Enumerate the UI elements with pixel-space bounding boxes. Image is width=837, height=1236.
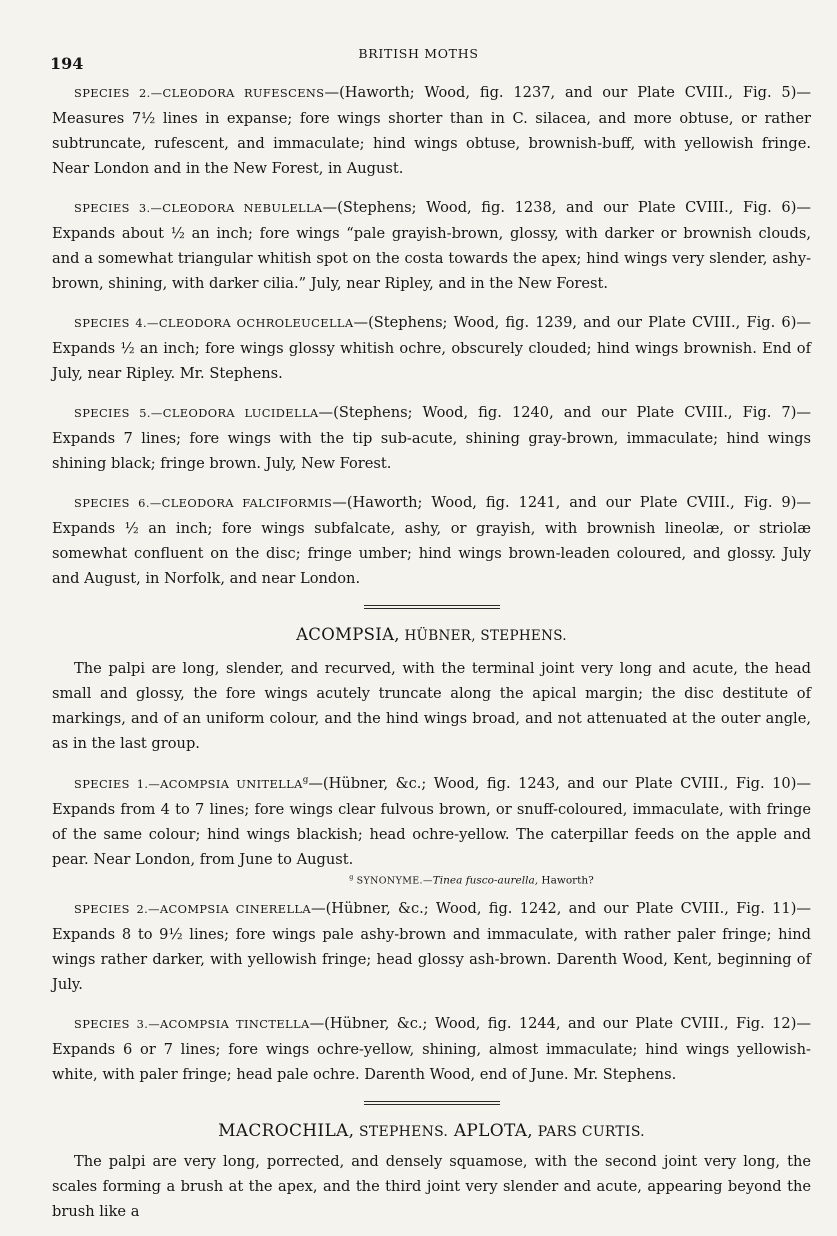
species-description: —(Hübner, &c.; Wood, fig. 1242, and our Plate CVIII., Fig. 11)—Expands 8 to 9½ lines; fore wings pale ashy-brown and immaculate, with rather paler fringe; hind wings rather darker, with yellowish fringe; head glossy ash-brown. Darenth Wood, Kent, beginning of July. [52,900,811,994]
species-description: —(Hübner, &c.; Wood, fig. 1243, and our Plate CVIII., Fig. 10)—Expands from 4 to 7 lines; fore wings clear fulvous brown, or snuff-coloured, immaculate, with fringe of the same colour; hind wings blackish; head ochre-yellow. The caterpillar feeds on the apple and pear. Near London, from June to August. [52,774,811,868]
species-label: SPECIES 3.— [74,201,163,215]
species-description: —(Stephens; Wood, fig. 1238, and our Plate CVIII., Fig. 6)—Expands about ½ an inch; fore wings “pale grayish-brown, glossy, with darker or brownish clouds, and a somewhat triangular whitish spot on the costa towards the apex; hind wings very slender, ashy-brown, shining, with darker cilia.” July, near Ripley, and in the New Forest. [52,199,811,292]
species-entry [52,768,811,872]
genus-description: The palpi are very long, porrected, and densely squamose, with the second joint very long, the scales forming a brush at the apex, and the third joint very slender and acute, appearing beyond the brush like a [52,1153,811,1221]
species-name: ACOMPSIA UNITELLA [160,776,303,791]
species-name: CLEODORA RUFESCENS [162,86,325,100]
species-entry [52,310,811,386]
page-header [0,42,837,72]
species-entry [52,195,811,296]
footnote-marker: g [302,775,309,785]
synonym-authority: Haworth? [538,874,594,887]
species-entry [52,400,811,476]
species-label: SPECIES 5.— [74,406,163,420]
species-name: ACOMPSIA TINCTELLA [160,1017,310,1032]
running-head: BRITISH MOTHS [358,46,479,61]
species-name: CLEODORA LUCIDELLA [162,406,319,420]
species-label: SPECIES 2.— [74,86,163,100]
species-name: CLEODORA NEBULELLA [162,201,323,215]
species-entry [52,896,811,997]
genus-authority: STEPHENS. [354,1124,449,1141]
species-description: —(Haworth; Wood, fig. 1241, and our Plate CVIII., Fig. 9)—Expands ½ an inch; fore wings subfalcate, ashy, or grayish, with brownish lineolæ, or striolæ somewhat confluent on the disc; fringe umber; hind wings brown-leaden coloured, and glossy. July and August, in Norfolk, and near London. [52,494,811,587]
species-entry [52,80,811,181]
alt-genus-authority: PARS CURTIS. [533,1124,645,1141]
species-name: ACOMPSIA CINERELLA [159,902,311,917]
synonym-name: Tinea fusco-aurella, [432,874,539,887]
genus-name: ACOMPSIA, [296,625,400,644]
species-entry [52,490,811,591]
genus-heading-macrochila [52,1121,811,1141]
species-description: —(Hübner, &c.; Wood, fig. 1244, and our Plate CVIII., Fig. 12)—Expands 6 or 7 lines; fore wings ochre-yellow, shining, almost immaculate; hind wings yellowish-white, with paler fringe; head pale ochre. Darenth Wood, end of June. Mr. Stephens. [52,1015,811,1084]
genus-description: The palpi are long, slender, and recurved, with the terminal joint very long and acute, the head small and glossy, the fore wings acutely truncate along the apical margin; the disc destitute of markings, and of an uniform colour, and the hind wings broad, and not attenuated at the outer angle, as in the last group. [52,660,811,752]
species-description: —(Stephens; Wood, fig. 1240, and our Plate CVIII., Fig. 7)—Expands 7 lines; fore wings with the tip sub-acute, shining gray-brown, immaculate; hind wings shining black; fringe brown. July, New Forest. [52,404,811,472]
synonym-label: SYNONYME.— [353,875,433,887]
genus-heading-acompsia [52,625,811,644]
section-divider [364,605,500,609]
section-divider [364,1101,500,1105]
alt-genus-name: APLOTA, [448,1121,533,1142]
species-entry [52,1011,811,1087]
page-body [52,80,811,1236]
species-label: SPECIES 3.— [74,1017,161,1032]
genus-authority: HÜBNER, STEPHENS. [399,628,567,644]
species-label: SPECIES 6.— [74,496,162,510]
synonym-footnote [52,874,811,887]
page-number: 194 [50,54,84,73]
footnote-marker: g [349,873,354,881]
species-name: CLEODORA OCHROLEUCELLA [158,316,354,330]
species-description: —(Haworth; Wood, fig. 1237, and our Plate CVIII., Fig. 5)—Measures 7½ lines in expanse; fore wings shorter than in C. silacea, and more obtuse, or rather subtruncate, rufescent, and immaculate; hind wings obtuse, brownish-buff, with yellowish fringe. Near London and in the New Forest, in August. [52,84,811,177]
species-description: —(Stephens; Wood, fig. 1239, and our Plate CVIII., Fig. 6)—Expands ½ an inch; fore wings glossy whitish ochre, obscurely clouded; hind wings brownish. End of July, near Ripley. Mr. Stephens. [52,314,811,382]
genus-name: MACROCHILA, [218,1121,355,1142]
species-label: SPECIES 4.— [74,316,159,330]
species-label: SPECIES 2.— [74,902,160,917]
species-name: CLEODORA FALCIFORMIS [161,496,333,510]
species-label: SPECIES 1.— [74,776,161,791]
